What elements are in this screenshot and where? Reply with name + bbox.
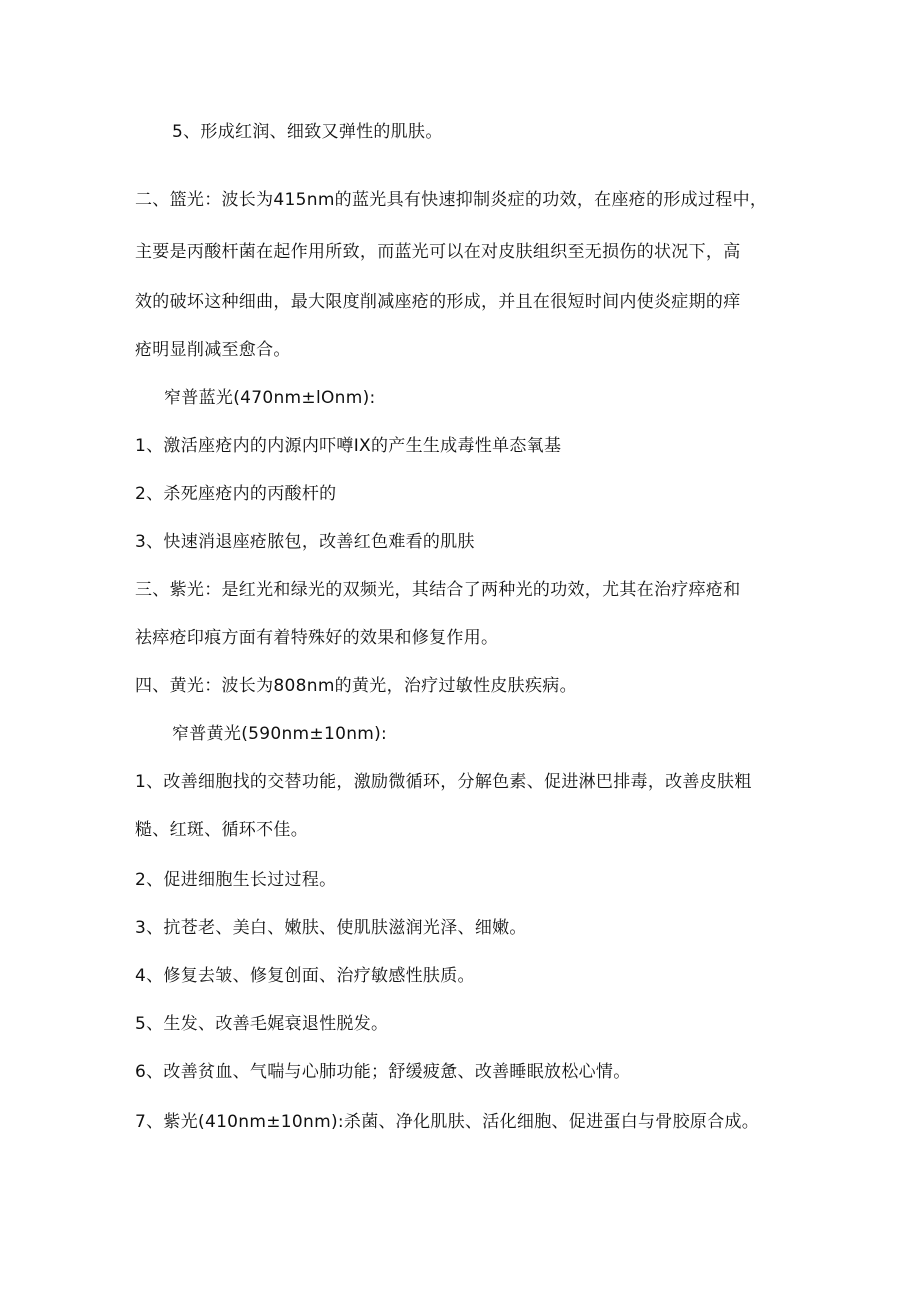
text-line: 1、激活座疮内的内源内吓噂IX的产生生成毒性单态氧基 xyxy=(135,436,562,456)
text-line: 窄普蓝光(470nm±lOnm): xyxy=(164,388,376,408)
text-line: 祛瘁疮印痕方面有着特殊好的效果和修复作用。 xyxy=(135,628,499,648)
text-line: 5、形成红润、细致又弹性的肌肤。 xyxy=(172,122,443,142)
text-line: 7、紫光(410nm±10nm):杀菌、净化肌肤、活化细胞、促进蛋白与骨胶原合成。 xyxy=(135,1112,760,1132)
text-line: 5、生发、改善毛娓衰退性脱发。 xyxy=(135,1014,389,1034)
text-line: 2、促进细胞生长过过程。 xyxy=(135,870,337,890)
text-line: 四、黄光：波长为808nm的黄光，治疗过敏性皮肤疾病。 xyxy=(135,676,577,696)
text-line: 主要是丙酸杆菌在起作用所致，而蓝光可以在对皮肤组织至无损伤的状况下，高 xyxy=(135,242,741,262)
text-line: 4、修复去皱、修复创面、治疗敏感性肤质。 xyxy=(135,966,475,986)
text-line: 3、快速消退座疮脓包，改善红色难看的肌肤 xyxy=(135,532,475,552)
text-line: 糙、红斑、循环不佳。 xyxy=(135,820,308,840)
text-line: 2、杀死座疮内的丙酸杆的 xyxy=(135,484,337,504)
text-line: 二、篮光：波长为415nm的蓝光具有快速抑制炎症的功效，在座疮的形成过程中， xyxy=(135,190,768,210)
text-line: 三、紫光：是红光和绿光的双频光，其结合了两种光的功效，尤其在治疗瘁疮和 xyxy=(135,580,741,600)
text-line: 1、改善细胞找的交替功能，激励微循环，分解色素、促进淋巴排毒，改善皮肤粗 xyxy=(135,772,752,792)
text-line: 6、改善贫血、气喘与心肺功能；舒缓疲惫、改善睡眠放松心情。 xyxy=(135,1062,631,1082)
text-line: 疮明显削减至愈合。 xyxy=(135,340,291,360)
text-line: 效的破坏这种细曲，最大限度削减座疮的形成，并且在很短时间内使炎症期的痒 xyxy=(135,292,741,312)
text-line: 窄普黄光(590nm±10nm): xyxy=(172,724,388,744)
text-line: 3、抗苍老、美白、嫩肤、使肌肤滋润光泽、细嫩。 xyxy=(135,918,527,938)
